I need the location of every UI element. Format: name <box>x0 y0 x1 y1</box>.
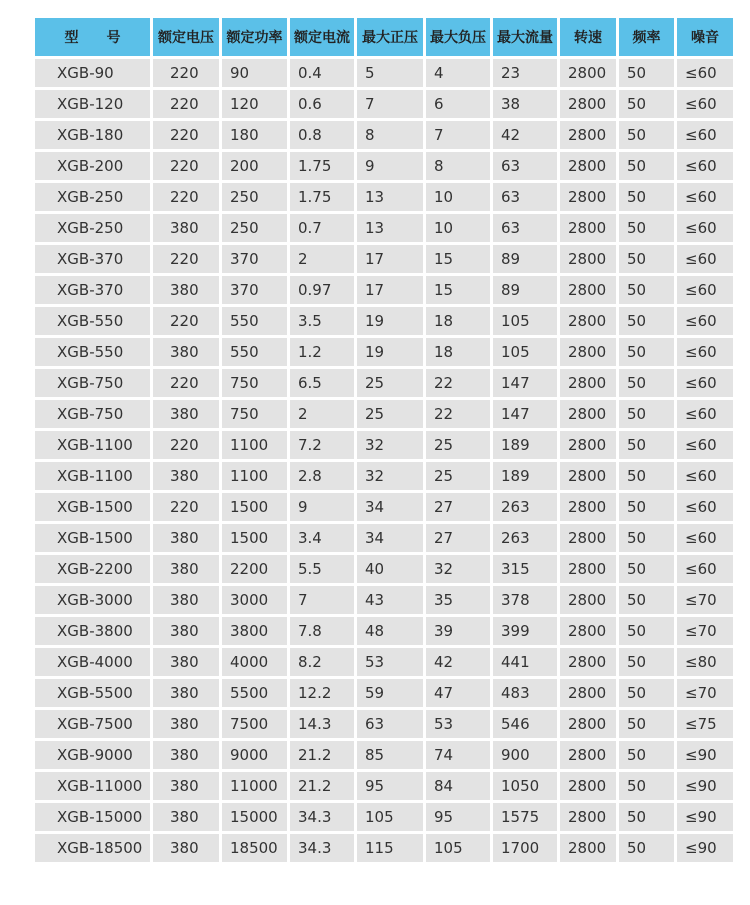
cell-rated-voltage: 380 <box>153 276 219 304</box>
cell-max-flow: 189 <box>493 431 557 459</box>
cell-rated-voltage: 380 <box>153 834 219 862</box>
table-row <box>35 152 733 180</box>
cell-max-negative-pressure: 8 <box>426 152 490 180</box>
cell-rated-voltage: 380 <box>153 648 219 676</box>
cell-noise: ≤60 <box>677 121 733 149</box>
cell-rated-voltage: 220 <box>153 307 219 335</box>
cell-max-negative-pressure: 27 <box>426 524 490 552</box>
cell-max-flow: 147 <box>493 400 557 428</box>
cell-rated-current: 7.2 <box>290 431 354 459</box>
header-noise: 噪音 <box>677 18 733 56</box>
cell-max-negative-pressure: 95 <box>426 803 490 831</box>
cell-rated-current: 1.2 <box>290 338 354 366</box>
table-row <box>35 617 733 645</box>
cell-model: XGB-550 <box>35 338 150 366</box>
cell-model: XGB-1500 <box>35 493 150 521</box>
cell-rated-current: 2 <box>290 400 354 428</box>
cell-speed: 2800 <box>560 121 616 149</box>
cell-noise: ≤60 <box>677 307 733 335</box>
cell-rated-voltage: 380 <box>153 338 219 366</box>
cell-max-positive-pressure: 19 <box>357 307 423 335</box>
cell-model: XGB-2200 <box>35 555 150 583</box>
cell-rated-current: 21.2 <box>290 772 354 800</box>
cell-model: XGB-1100 <box>35 431 150 459</box>
cell-model: XGB-250 <box>35 214 150 242</box>
cell-rated-power: 370 <box>222 245 287 273</box>
cell-max-negative-pressure: 74 <box>426 741 490 769</box>
cell-max-negative-pressure: 4 <box>426 59 490 87</box>
cell-model: XGB-3000 <box>35 586 150 614</box>
cell-speed: 2800 <box>560 741 616 769</box>
cell-max-positive-pressure: 13 <box>357 214 423 242</box>
cell-rated-voltage: 220 <box>153 152 219 180</box>
cell-rated-voltage: 220 <box>153 245 219 273</box>
cell-rated-current: 0.4 <box>290 59 354 87</box>
cell-model: XGB-3800 <box>35 617 150 645</box>
cell-speed: 2800 <box>560 772 616 800</box>
table-row <box>35 431 733 459</box>
cell-rated-current: 0.97 <box>290 276 354 304</box>
cell-max-negative-pressure: 22 <box>426 369 490 397</box>
table-row <box>35 400 733 428</box>
cell-max-positive-pressure: 34 <box>357 524 423 552</box>
cell-rated-power: 180 <box>222 121 287 149</box>
cell-rated-power: 750 <box>222 400 287 428</box>
table-row <box>35 183 733 211</box>
cell-max-positive-pressure: 85 <box>357 741 423 769</box>
header-row <box>35 18 733 56</box>
cell-noise: ≤90 <box>677 834 733 862</box>
cell-rated-voltage: 380 <box>153 214 219 242</box>
cell-rated-power: 3000 <box>222 586 287 614</box>
cell-rated-power: 250 <box>222 183 287 211</box>
cell-max-negative-pressure: 25 <box>426 431 490 459</box>
table-row <box>35 276 733 304</box>
cell-speed: 2800 <box>560 400 616 428</box>
cell-max-positive-pressure: 13 <box>357 183 423 211</box>
cell-max-flow: 23 <box>493 59 557 87</box>
cell-model: XGB-18500 <box>35 834 150 862</box>
cell-rated-power: 370 <box>222 276 287 304</box>
cell-max-negative-pressure: 7 <box>426 121 490 149</box>
cell-frequency: 50 <box>619 803 674 831</box>
table-row <box>35 59 733 87</box>
cell-model: XGB-5500 <box>35 679 150 707</box>
cell-rated-voltage: 380 <box>153 617 219 645</box>
cell-rated-power: 11000 <box>222 772 287 800</box>
cell-noise: ≤60 <box>677 276 733 304</box>
cell-speed: 2800 <box>560 586 616 614</box>
cell-max-flow: 1575 <box>493 803 557 831</box>
cell-max-positive-pressure: 17 <box>357 245 423 273</box>
cell-max-positive-pressure: 9 <box>357 152 423 180</box>
cell-max-flow: 1700 <box>493 834 557 862</box>
cell-rated-power: 1100 <box>222 431 287 459</box>
cell-noise: ≤70 <box>677 679 733 707</box>
cell-frequency: 50 <box>619 679 674 707</box>
cell-max-negative-pressure: 42 <box>426 648 490 676</box>
cell-max-flow: 315 <box>493 555 557 583</box>
cell-max-flow: 546 <box>493 710 557 738</box>
cell-frequency: 50 <box>619 121 674 149</box>
cell-max-positive-pressure: 17 <box>357 276 423 304</box>
cell-noise: ≤60 <box>677 369 733 397</box>
cell-max-flow: 38 <box>493 90 557 118</box>
cell-frequency: 50 <box>619 400 674 428</box>
cell-max-positive-pressure: 7 <box>357 90 423 118</box>
cell-model: XGB-750 <box>35 400 150 428</box>
table-row <box>35 586 733 614</box>
cell-speed: 2800 <box>560 679 616 707</box>
cell-rated-voltage: 380 <box>153 400 219 428</box>
cell-rated-voltage: 220 <box>153 431 219 459</box>
cell-speed: 2800 <box>560 648 616 676</box>
table-row <box>35 369 733 397</box>
cell-max-negative-pressure: 25 <box>426 462 490 490</box>
cell-rated-voltage: 380 <box>153 462 219 490</box>
cell-rated-current: 0.7 <box>290 214 354 242</box>
cell-speed: 2800 <box>560 555 616 583</box>
cell-frequency: 50 <box>619 369 674 397</box>
cell-rated-current: 7 <box>290 586 354 614</box>
cell-rated-current: 2.8 <box>290 462 354 490</box>
cell-max-positive-pressure: 5 <box>357 59 423 87</box>
cell-frequency: 50 <box>619 834 674 862</box>
cell-rated-voltage: 380 <box>153 524 219 552</box>
cell-rated-current: 1.75 <box>290 152 354 180</box>
cell-rated-power: 550 <box>222 338 287 366</box>
cell-max-positive-pressure: 59 <box>357 679 423 707</box>
cell-max-negative-pressure: 27 <box>426 493 490 521</box>
cell-max-negative-pressure: 18 <box>426 338 490 366</box>
cell-frequency: 50 <box>619 276 674 304</box>
cell-frequency: 50 <box>619 183 674 211</box>
cell-rated-voltage: 380 <box>153 586 219 614</box>
table-row <box>35 710 733 738</box>
cell-max-flow: 263 <box>493 493 557 521</box>
cell-rated-voltage: 220 <box>153 369 219 397</box>
cell-rated-voltage: 220 <box>153 90 219 118</box>
table-row <box>35 648 733 676</box>
table-row <box>35 679 733 707</box>
cell-max-positive-pressure: 8 <box>357 121 423 149</box>
cell-rated-voltage: 380 <box>153 772 219 800</box>
cell-rated-current: 2 <box>290 245 354 273</box>
cell-max-positive-pressure: 32 <box>357 462 423 490</box>
header-rated-power: 额定功率 <box>222 18 287 56</box>
header-rated-current: 额定电流 <box>290 18 354 56</box>
cell-max-negative-pressure: 10 <box>426 183 490 211</box>
cell-rated-current: 5.5 <box>290 555 354 583</box>
cell-model: XGB-180 <box>35 121 150 149</box>
cell-frequency: 50 <box>619 648 674 676</box>
cell-model: XGB-15000 <box>35 803 150 831</box>
cell-noise: ≤60 <box>677 400 733 428</box>
table-row <box>35 524 733 552</box>
cell-max-negative-pressure: 105 <box>426 834 490 862</box>
cell-speed: 2800 <box>560 462 616 490</box>
cell-speed: 2800 <box>560 803 616 831</box>
cell-rated-voltage: 380 <box>153 710 219 738</box>
cell-model: XGB-550 <box>35 307 150 335</box>
cell-noise: ≤60 <box>677 59 733 87</box>
cell-max-positive-pressure: 115 <box>357 834 423 862</box>
cell-speed: 2800 <box>560 183 616 211</box>
cell-noise: ≤60 <box>677 152 733 180</box>
header-max-positive-pressure: 最大正压 <box>357 18 423 56</box>
cell-max-flow: 900 <box>493 741 557 769</box>
cell-max-negative-pressure: 47 <box>426 679 490 707</box>
cell-noise: ≤90 <box>677 741 733 769</box>
cell-model: XGB-370 <box>35 276 150 304</box>
cell-max-positive-pressure: 25 <box>357 400 423 428</box>
header-model: 型 号 <box>35 18 150 56</box>
cell-max-positive-pressure: 43 <box>357 586 423 614</box>
cell-speed: 2800 <box>560 493 616 521</box>
cell-frequency: 50 <box>619 710 674 738</box>
cell-speed: 2800 <box>560 338 616 366</box>
cell-rated-power: 9000 <box>222 741 287 769</box>
cell-frequency: 50 <box>619 338 674 366</box>
cell-max-negative-pressure: 15 <box>426 276 490 304</box>
cell-max-positive-pressure: 105 <box>357 803 423 831</box>
cell-rated-power: 4000 <box>222 648 287 676</box>
cell-noise: ≤60 <box>677 245 733 273</box>
cell-speed: 2800 <box>560 214 616 242</box>
cell-model: XGB-11000 <box>35 772 150 800</box>
cell-noise: ≤60 <box>677 431 733 459</box>
cell-rated-current: 8.2 <box>290 648 354 676</box>
cell-model: XGB-200 <box>35 152 150 180</box>
cell-rated-power: 120 <box>222 90 287 118</box>
table-row <box>35 493 733 521</box>
cell-frequency: 50 <box>619 431 674 459</box>
cell-rated-voltage: 220 <box>153 183 219 211</box>
cell-max-flow: 63 <box>493 152 557 180</box>
cell-model: XGB-250 <box>35 183 150 211</box>
cell-noise: ≤80 <box>677 648 733 676</box>
cell-noise: ≤60 <box>677 493 733 521</box>
cell-rated-power: 5500 <box>222 679 287 707</box>
header-max-flow: 最大流量 <box>493 18 557 56</box>
cell-model: XGB-1500 <box>35 524 150 552</box>
table-row <box>35 121 733 149</box>
cell-frequency: 50 <box>619 555 674 583</box>
table-row <box>35 90 733 118</box>
cell-rated-current: 0.8 <box>290 121 354 149</box>
cell-frequency: 50 <box>619 245 674 273</box>
cell-rated-power: 1500 <box>222 524 287 552</box>
cell-max-positive-pressure: 63 <box>357 710 423 738</box>
cell-max-negative-pressure: 10 <box>426 214 490 242</box>
cell-model: XGB-1100 <box>35 462 150 490</box>
cell-rated-voltage: 220 <box>153 121 219 149</box>
cell-speed: 2800 <box>560 90 616 118</box>
cell-max-positive-pressure: 53 <box>357 648 423 676</box>
cell-model: XGB-370 <box>35 245 150 273</box>
cell-rated-current: 1.75 <box>290 183 354 211</box>
cell-max-flow: 189 <box>493 462 557 490</box>
cell-max-negative-pressure: 84 <box>426 772 490 800</box>
table-row <box>35 245 733 273</box>
cell-speed: 2800 <box>560 307 616 335</box>
cell-max-negative-pressure: 53 <box>426 710 490 738</box>
cell-max-flow: 263 <box>493 524 557 552</box>
cell-frequency: 50 <box>619 524 674 552</box>
cell-max-flow: 105 <box>493 307 557 335</box>
cell-max-flow: 89 <box>493 276 557 304</box>
cell-max-flow: 105 <box>493 338 557 366</box>
cell-frequency: 50 <box>619 586 674 614</box>
cell-max-flow: 147 <box>493 369 557 397</box>
cell-max-positive-pressure: 95 <box>357 772 423 800</box>
cell-rated-current: 34.3 <box>290 803 354 831</box>
cell-noise: ≤90 <box>677 772 733 800</box>
cell-rated-current: 7.8 <box>290 617 354 645</box>
cell-model: XGB-90 <box>35 59 150 87</box>
cell-speed: 2800 <box>560 710 616 738</box>
cell-frequency: 50 <box>619 493 674 521</box>
cell-max-flow: 378 <box>493 586 557 614</box>
cell-max-negative-pressure: 22 <box>426 400 490 428</box>
cell-speed: 2800 <box>560 276 616 304</box>
cell-max-negative-pressure: 6 <box>426 90 490 118</box>
cell-model: XGB-7500 <box>35 710 150 738</box>
cell-model: XGB-120 <box>35 90 150 118</box>
table-row <box>35 555 733 583</box>
cell-speed: 2800 <box>560 431 616 459</box>
cell-rated-voltage: 380 <box>153 679 219 707</box>
cell-max-negative-pressure: 39 <box>426 617 490 645</box>
cell-max-flow: 441 <box>493 648 557 676</box>
cell-rated-current: 3.5 <box>290 307 354 335</box>
cell-max-flow: 483 <box>493 679 557 707</box>
cell-max-flow: 1050 <box>493 772 557 800</box>
cell-noise: ≤60 <box>677 524 733 552</box>
cell-rated-voltage: 380 <box>153 741 219 769</box>
table-row <box>35 462 733 490</box>
cell-rated-power: 18500 <box>222 834 287 862</box>
cell-model: XGB-750 <box>35 369 150 397</box>
cell-max-negative-pressure: 35 <box>426 586 490 614</box>
header-frequency: 频率 <box>619 18 674 56</box>
cell-frequency: 50 <box>619 617 674 645</box>
cell-max-positive-pressure: 25 <box>357 369 423 397</box>
cell-max-positive-pressure: 40 <box>357 555 423 583</box>
cell-frequency: 50 <box>619 772 674 800</box>
cell-rated-power: 250 <box>222 214 287 242</box>
cell-rated-current: 34.3 <box>290 834 354 862</box>
cell-rated-power: 7500 <box>222 710 287 738</box>
cell-rated-current: 21.2 <box>290 741 354 769</box>
cell-rated-current: 9 <box>290 493 354 521</box>
cell-frequency: 50 <box>619 307 674 335</box>
cell-max-flow: 89 <box>493 245 557 273</box>
cell-max-negative-pressure: 32 <box>426 555 490 583</box>
cell-noise: ≤60 <box>677 183 733 211</box>
cell-model: XGB-9000 <box>35 741 150 769</box>
cell-frequency: 50 <box>619 214 674 242</box>
cell-rated-power: 3800 <box>222 617 287 645</box>
cell-frequency: 50 <box>619 59 674 87</box>
header-rated-voltage: 额定电压 <box>153 18 219 56</box>
cell-speed: 2800 <box>560 524 616 552</box>
header-max-negative-pressure: 最大负压 <box>426 18 490 56</box>
table-row <box>35 307 733 335</box>
cell-noise: ≤90 <box>677 803 733 831</box>
cell-frequency: 50 <box>619 741 674 769</box>
table-body <box>35 59 733 862</box>
cell-rated-current: 3.4 <box>290 524 354 552</box>
cell-noise: ≤70 <box>677 586 733 614</box>
cell-rated-power: 2200 <box>222 555 287 583</box>
header-speed: 转速 <box>560 18 616 56</box>
cell-rated-power: 90 <box>222 59 287 87</box>
cell-max-negative-pressure: 18 <box>426 307 490 335</box>
cell-speed: 2800 <box>560 617 616 645</box>
table-row <box>35 834 733 862</box>
cell-rated-voltage: 380 <box>153 803 219 831</box>
cell-rated-power: 1500 <box>222 493 287 521</box>
cell-rated-current: 6.5 <box>290 369 354 397</box>
cell-max-positive-pressure: 32 <box>357 431 423 459</box>
cell-rated-power: 1100 <box>222 462 287 490</box>
cell-rated-voltage: 220 <box>153 59 219 87</box>
cell-noise: ≤60 <box>677 462 733 490</box>
cell-rated-current: 14.3 <box>290 710 354 738</box>
cell-frequency: 50 <box>619 462 674 490</box>
cell-noise: ≤60 <box>677 338 733 366</box>
cell-rated-power: 15000 <box>222 803 287 831</box>
cell-noise: ≤60 <box>677 90 733 118</box>
table-row <box>35 338 733 366</box>
cell-max-flow: 63 <box>493 183 557 211</box>
cell-rated-power: 750 <box>222 369 287 397</box>
cell-speed: 2800 <box>560 834 616 862</box>
cell-rated-current: 0.6 <box>290 90 354 118</box>
cell-max-negative-pressure: 15 <box>426 245 490 273</box>
cell-model: XGB-4000 <box>35 648 150 676</box>
cell-speed: 2800 <box>560 245 616 273</box>
cell-speed: 2800 <box>560 152 616 180</box>
cell-rated-voltage: 220 <box>153 493 219 521</box>
cell-speed: 2800 <box>560 369 616 397</box>
cell-frequency: 50 <box>619 152 674 180</box>
cell-max-positive-pressure: 19 <box>357 338 423 366</box>
cell-noise: ≤60 <box>677 214 733 242</box>
table-row <box>35 803 733 831</box>
cell-max-positive-pressure: 34 <box>357 493 423 521</box>
cell-max-flow: 399 <box>493 617 557 645</box>
cell-noise: ≤60 <box>677 555 733 583</box>
cell-speed: 2800 <box>560 59 616 87</box>
cell-max-positive-pressure: 48 <box>357 617 423 645</box>
table-row <box>35 214 733 242</box>
cell-rated-current: 12.2 <box>290 679 354 707</box>
cell-frequency: 50 <box>619 90 674 118</box>
table-row <box>35 741 733 769</box>
cell-noise: ≤70 <box>677 617 733 645</box>
cell-rated-voltage: 380 <box>153 555 219 583</box>
cell-max-flow: 42 <box>493 121 557 149</box>
cell-noise: ≤75 <box>677 710 733 738</box>
table-row <box>35 772 733 800</box>
cell-max-flow: 63 <box>493 214 557 242</box>
spec-table <box>32 15 736 865</box>
cell-rated-power: 550 <box>222 307 287 335</box>
cell-rated-power: 200 <box>222 152 287 180</box>
